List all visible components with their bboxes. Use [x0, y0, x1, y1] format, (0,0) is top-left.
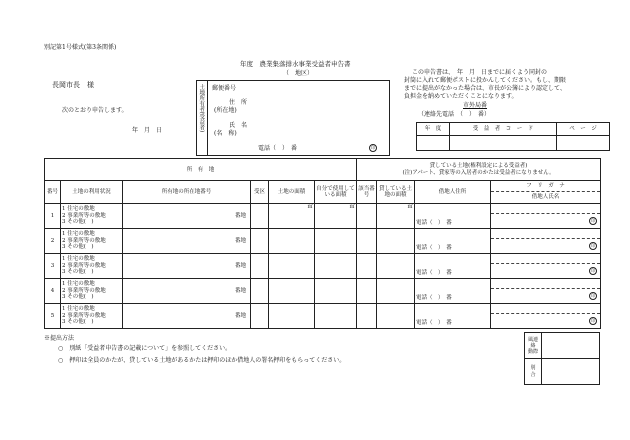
lot-cell[interactable]: [357, 279, 377, 304]
leased-land-header: [357, 159, 601, 181]
code-page-cell[interactable]: [557, 136, 610, 151]
code-year-cell[interactable]: [417, 136, 450, 151]
office-cell-2[interactable]: [542, 359, 600, 385]
row-number: 5: [45, 304, 61, 329]
table-row: [45, 204, 601, 229]
location-cell[interactable]: [123, 279, 251, 304]
usage-option[interactable]: 2 事業所等の敷地: [62, 312, 106, 319]
code-year-header: 年 度: [417, 123, 450, 136]
usage-option[interactable]: 3 その他( ): [62, 319, 94, 326]
self-use-cell[interactable]: [315, 204, 357, 229]
code-table: [416, 122, 610, 151]
location-cell[interactable]: [123, 204, 251, 229]
table-row: [45, 279, 601, 304]
location-cell[interactable]: [123, 304, 251, 329]
notice-line-3: までに提出がなかった場合は、市長が公簿により認定して、: [404, 85, 566, 92]
borrower-name-field[interactable]: [491, 264, 600, 278]
sqm-unit: ㎡: [407, 204, 414, 210]
self-use-cell[interactable]: [315, 279, 357, 304]
furigana-field[interactable]: [491, 279, 600, 289]
sqm-unit: ㎡: [307, 204, 313, 210]
usage-option[interactable]: 1 住宅の敷地: [62, 306, 95, 313]
borrower-name-field[interactable]: [491, 289, 600, 303]
row-number: 2: [45, 229, 61, 254]
borrower-name-field[interactable]: [491, 239, 600, 253]
owned-land-header: [45, 159, 357, 181]
leased-land-label: 貸している土地(権利設定による受益者): [429, 162, 528, 169]
office-cell-1-label: [525, 333, 542, 359]
usage-cell: [61, 279, 123, 304]
postal-code-label: 郵便番号: [212, 85, 237, 92]
borrower-phone: 電話（ ） 番: [416, 245, 452, 251]
notice-line-2: 封筒に入れて郵便ポストに投かんしてください。もし、期限: [404, 77, 567, 84]
usage-option[interactable]: 3 その他( ): [62, 219, 94, 226]
usage-cell: [61, 229, 123, 254]
col-self-use: 自分で使用している面積: [315, 181, 357, 204]
table-row: [45, 254, 601, 279]
borrower-name-cell[interactable]: [491, 304, 601, 329]
furigana-field[interactable]: [491, 304, 600, 314]
area-cell[interactable]: [269, 254, 315, 279]
usage-option[interactable]: 2 事業所等の敷地: [62, 212, 106, 219]
borrower-address-cell[interactable]: [415, 279, 491, 304]
area-cell[interactable]: [269, 229, 315, 254]
borrower-name-field[interactable]: [491, 214, 600, 228]
sqm-unit: ㎡: [349, 204, 356, 210]
borrower-name-cell[interactable]: [491, 279, 601, 304]
usage-option[interactable]: 3 その他( ): [62, 294, 94, 301]
table-row: [45, 304, 601, 329]
col-section: 受区: [251, 181, 269, 204]
borrower-name-cell[interactable]: [491, 204, 601, 229]
form-label: 別記第1号様式(第3条関係): [44, 44, 117, 51]
office-label-1b: 動際: [527, 348, 538, 355]
submission-item-1: ○ 別紙「受益者申告書の記載について」を参照してください。: [58, 345, 232, 352]
lot-cell[interactable]: [357, 204, 377, 229]
furigana-header: フ リ ガ ナ: [491, 181, 600, 192]
seal-mark: 印: [591, 218, 596, 223]
borrower-name-field[interactable]: [491, 314, 600, 328]
col-usage: 土地の利用状況: [61, 181, 123, 204]
banchi-label: 番地: [234, 263, 246, 269]
leased-land-note: (注)アパート、貸家等の入居者のかたは受益者になりません。: [402, 169, 555, 176]
lot-cell[interactable]: [357, 229, 377, 254]
seal-mark: 印: [371, 145, 375, 150]
date-line: 年 月 日: [132, 127, 163, 134]
notice-line-1: この申告書は、 年 月 日までに届くよう同封の: [412, 69, 548, 76]
code-beneficiary-header: 受 益 者 コ ー ド: [450, 123, 557, 136]
leased-area-cell[interactable]: [377, 254, 415, 279]
col-lot: 該当番号: [357, 181, 377, 204]
table-row: [45, 229, 601, 254]
section-cell[interactable]: [251, 229, 269, 254]
location-cell[interactable]: [123, 229, 251, 254]
borrower-phone: 電話（ ） 番: [416, 320, 452, 326]
borrower-address-cell[interactable]: [415, 229, 491, 254]
main-table: [44, 158, 601, 329]
submission-item-2: ○ 押印は全員のかたが、貸している土地があるかたは押印のほか借地人の署名押印をもらってください。: [58, 357, 346, 364]
leased-area-cell[interactable]: [377, 229, 415, 254]
lot-cell[interactable]: [357, 304, 377, 329]
document-title: 年度 農業集落排水事業受益者申告書: [240, 60, 351, 68]
borrower-name-cell[interactable]: [491, 254, 601, 279]
usage-option[interactable]: 2 事業所等の敷地: [62, 237, 106, 244]
furigana-field[interactable]: [491, 254, 600, 264]
code-beneficiary-cell[interactable]: [450, 136, 557, 151]
borrower-phone: 電話（ ） 番: [416, 270, 452, 276]
usage-cell: [61, 254, 123, 279]
address-label: 住 所: [229, 99, 248, 106]
office-cell-2-label: [525, 359, 542, 385]
col-borrower-name: [491, 181, 601, 204]
area-cell[interactable]: [269, 304, 315, 329]
leased-area-cell[interactable]: [377, 279, 415, 304]
section-cell[interactable]: [251, 254, 269, 279]
self-use-cell[interactable]: [315, 254, 357, 279]
name-sub-label: (名 称): [214, 130, 237, 137]
office-label-2b: 合: [530, 371, 536, 378]
borrower-address-cell[interactable]: [415, 254, 491, 279]
section-cell[interactable]: [251, 279, 269, 304]
area-cell[interactable]: [269, 279, 315, 304]
submission-heading: ※提出方法: [44, 335, 75, 342]
usage-option[interactable]: 3 その他( ): [62, 244, 94, 251]
intro-text: 次のとおり申告します。: [62, 107, 128, 114]
col-borrower-address: 借地人住所: [415, 181, 491, 204]
furigana-field[interactable]: [491, 229, 600, 239]
borrower-address-cell[interactable]: [415, 204, 491, 229]
borrower-phone: 電話（ ） 番: [416, 295, 452, 301]
self-use-cell[interactable]: [315, 229, 357, 254]
office-label-2: 別: [530, 364, 536, 371]
owned-land-label: 所 有 地: [186, 166, 215, 173]
usage-option[interactable]: 1 住宅の敷地: [62, 231, 95, 238]
col-area: 土地の面積: [269, 181, 315, 204]
office-cell-1[interactable]: [542, 333, 600, 359]
usage-option[interactable]: 2 事業所等の敷地: [62, 262, 106, 269]
banchi-label: 番地: [234, 288, 246, 294]
borrower-phone: 電話（ ） 番: [416, 220, 452, 226]
office-use-table: [524, 332, 600, 385]
contact-phone: （連絡先電話 （ ） 番）: [418, 111, 491, 118]
furigana-field[interactable]: [491, 204, 600, 214]
borrower-address-cell[interactable]: [415, 304, 491, 329]
usage-option[interactable]: 1 住宅の敷地: [62, 281, 95, 288]
seal-mark: 印: [591, 268, 596, 273]
col-location: 所有地の所在地番号: [123, 181, 251, 204]
usage-cell: [61, 204, 123, 229]
usage-option[interactable]: 1 住宅の敷地: [62, 206, 95, 213]
usage-option[interactable]: 1 住宅の敷地: [62, 256, 95, 263]
seal-mark: 印: [591, 293, 596, 298]
area-code-label: 市外局番: [463, 102, 488, 109]
section-cell[interactable]: [251, 204, 269, 229]
row-number: 3: [45, 254, 61, 279]
banchi-label: 番地: [234, 238, 246, 244]
address-sub-label: (所在地): [214, 107, 237, 114]
row-number: 1: [45, 204, 61, 229]
applicant-vertical-label: 土地所有者(受益者): [198, 84, 205, 133]
leased-area-cell[interactable]: [377, 204, 415, 229]
self-use-cell[interactable]: [315, 304, 357, 329]
usage-option[interactable]: 3 その他( ): [62, 269, 94, 276]
banchi-label: 番地: [234, 313, 246, 319]
banchi-label: 番地: [234, 213, 246, 219]
notice-line-4: 負担金を納めていただくことになります。: [404, 93, 518, 100]
leased-area-cell[interactable]: [377, 304, 415, 329]
borrower-name-header: 借地人氏名: [531, 194, 560, 200]
usage-option[interactable]: 2 事業所等の敷地: [62, 287, 106, 294]
borrower-name-cell[interactable]: [491, 229, 601, 254]
code-page-header: ペ ー ジ: [557, 123, 610, 136]
section-cell[interactable]: [251, 304, 269, 329]
location-cell[interactable]: [123, 254, 251, 279]
name-label: 氏 名: [229, 122, 248, 129]
office-label-1: 風連絡: [527, 336, 538, 349]
applicant-phone: 電話（ ） 番: [258, 145, 298, 152]
seal-mark: 印: [591, 243, 596, 248]
lot-cell[interactable]: [357, 254, 377, 279]
row-number: 4: [45, 279, 61, 304]
col-leased-area: 貸している土地の面積: [377, 181, 415, 204]
usage-cell: [61, 304, 123, 329]
area-cell[interactable]: [269, 204, 315, 229]
district-label: （ 地区）: [283, 70, 314, 77]
applicant-seal: [369, 144, 377, 152]
col-number: 番号: [45, 181, 61, 204]
addressee: 長岡市長 様: [52, 81, 94, 89]
seal-mark: 印: [591, 318, 596, 323]
